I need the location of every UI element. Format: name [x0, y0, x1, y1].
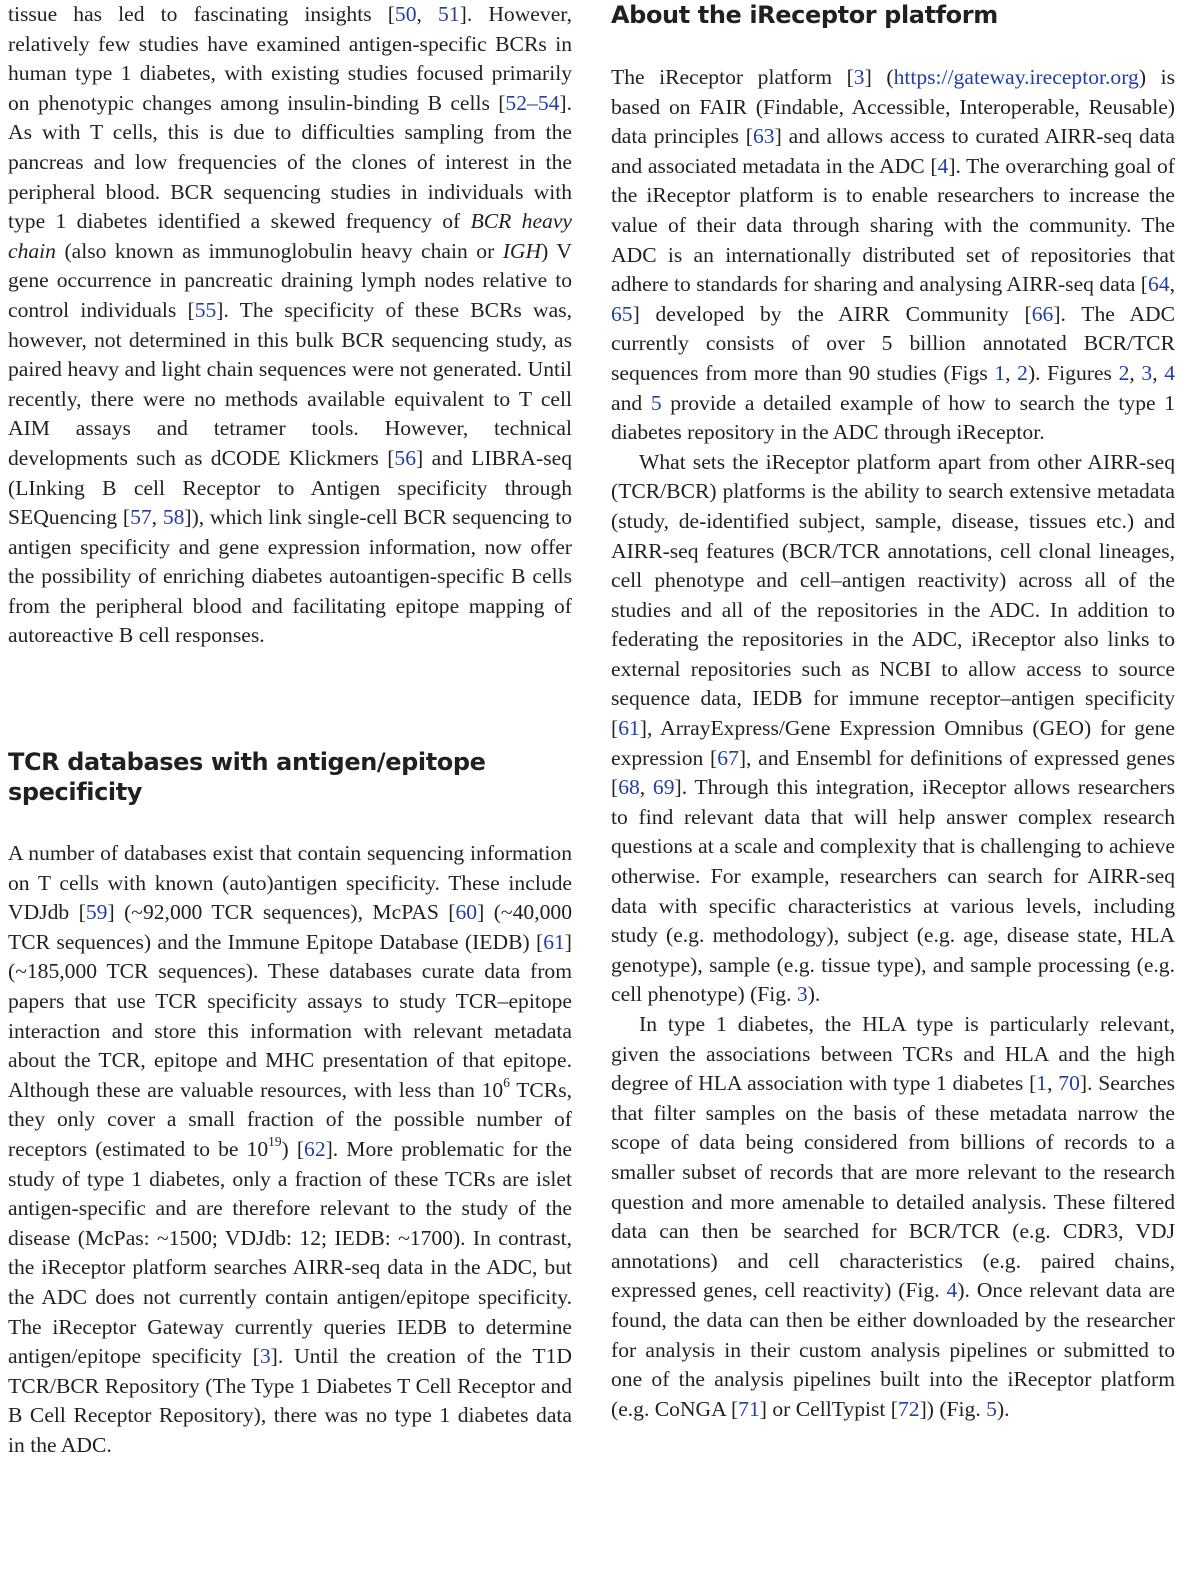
citation-link[interactable]: 64	[1148, 272, 1170, 297]
superscript: 6	[503, 1074, 510, 1090]
citation-link[interactable]: 5	[986, 1396, 997, 1421]
citation-link[interactable]: 58	[162, 505, 185, 530]
citation-link[interactable]: 50	[394, 2, 417, 26]
right-column	[611, 0, 1175, 1424]
citation-link[interactable]: 1	[1036, 1071, 1048, 1096]
citation-link[interactable]: 5	[650, 390, 662, 415]
citation-link[interactable]: 3	[853, 65, 865, 89]
citation-link[interactable]: 66	[1031, 301, 1054, 326]
citation-link[interactable]: 70	[1058, 1071, 1080, 1096]
citation-link[interactable]: 62	[304, 1137, 326, 1161]
citation-link[interactable]: 4	[1164, 360, 1175, 385]
citation-link[interactable]: 60	[455, 900, 478, 925]
citation-link[interactable]: 72	[897, 1396, 920, 1421]
citation-link[interactable]: 1	[994, 360, 1006, 385]
citation-link[interactable]: 59	[85, 900, 108, 925]
citation-link[interactable]: 56	[394, 445, 416, 470]
citation-link[interactable]: 61	[543, 929, 565, 954]
paragraph: In type 1 diabetes, the HLA type is particularly relevant, given the associations between TCRs and HLA and the high degree of HLA association with type 1 diabetes [1, 70]. Searches that filter samples on the basis of these metadata narrow the scope of data being considered from billions of records to a smaller subset of records that are more relevant to the research question and more amenable to detailed analysis. These filtered data can then be searched for BCR/TCR (e.g. CDR3, VDJ annotations) and cell characteristics (e.g. paired chains, expressed genes, cell reactivity) (Fig. 4). Once relevant data are found, the data can then be either downloaded by the researcher for analysis in their custom analysis pipelines or submitted to one of the analysis pipelines built into the iReceptor platform (e.g. CoNGA [71] or CellTypist [72]) (Fig. 5).	[611, 1012, 1176, 1421]
paragraph: A number of databases exist that contain sequencing information on T cells with known (auto)antigen specificity. These include VDJdb [59] (~92,000 TCR sequences), McPAS [60] (~40,000 TCR sequences) and the Immune Epitope Database (IEDB) [61] (~185,000 TCR sequences). These databases curate data from papers that use TCR specificity assays to study TCR–epitope interaction and store this information with relevant metadata about the TCR, epitope and MHC presentation of that epitope. Although these are valuable resources, with less than $10^6$ TCRs, they only cover a small fraction of the possible number of receptors (estimated to be $10^{19}$) [62]. More problematic for the study of type 1 diabetes, only a fraction of these TCRs are islet antigen-specific and are therefore relevant to the study of the disease (McPas: ~1500; VDJdb: 12; IEDB: ~1700). In contrast, the iReceptor platform searches AIRR-seq data in the ADC, but the ADC does not currently contain antigen/epitope specificity. The iReceptor Gateway currently queries IEDB to determine antigen/epitope specificity [3]. Until the creation of the T1D TCR/BCR Repository (The Type 1 Diabetes T Cell Receptor and B Cell Receptor Repository), there was no type 1 diabetes data in the ADC.	[8, 841, 572, 1457]
spacer	[8, 807, 572, 839]
citation-link[interactable]: 52–54	[505, 90, 560, 115]
spacer	[611, 30, 1175, 63]
left-column	[8, 0, 572, 1461]
citation-link[interactable]: 3	[796, 982, 808, 1007]
citation-link[interactable]: 3	[259, 1344, 271, 1369]
spacer	[8, 651, 572, 747]
citation-link[interactable]: 67	[717, 745, 739, 770]
citation-link[interactable]: 2	[1017, 360, 1028, 385]
section-heading: About the iReceptor platform	[611, 1, 998, 29]
paragraph: The iReceptor platform [3] (https://gateway.ireceptor.org) is based on FAIR (Findable, Accessible, Interoperable, Reusable) data principles [63] and allows access to curated AIRR-seq data and associated metadata in the ADC [4]. The overarching goal of the iReceptor platform is to enable researchers to increase the value of their data through sharing with the community. The ADC is an internationally distributed set of repositories that adhere to standards for sharing and analysing AIRR-seq data [64, 65] developed by the AIRR Community [66]. The ADC currently consists of over 5 billion annotated BCR/TCR sequences from more than 90 studies (Figs 1, 2). Figures 2, 3, 4 and 5 provide a detailed example of how to search the type 1 diabetes repository in the ADC through iReceptor.	[611, 65, 1176, 445]
citation-link[interactable]: 2	[1118, 360, 1130, 385]
citation-link[interactable]: 55	[194, 297, 217, 322]
citation-link[interactable]: 71	[738, 1396, 760, 1421]
paragraph: What sets the iReceptor platform apart from other AIRR-seq (TCR/BCR) platforms is the ability to search extensive metadata (study, de-identified subject, sample, disease, tissues etc.) and AIRR-seq features (BCR/TCR annotations, cell clonal lineages, cell phenotype and cell–antigen reactivity) across all of the studies and all of the repositories in the ADC. In addition to federating the repositories in the ADC, iReceptor also links to external repositories such as NCBI to allow access to source sequence data, IEDB for immune receptor–antigen specificity [61], ArrayExpress/Gene Expression Omnibus (GEO) for gene expression [67], and Ensembl for definitions of expressed genes [68, 69]. Through this integration, iReceptor allows researchers to find relevant data that will help answer complex research questions at a scale and complexity that is challenging to achieve otherwise. For example, researchers can search for AIRR-seq data with specific characteristics at various levels, including study (e.g. methodology), subject (e.g. age, disease state, HLA genotype), sample (e.g. tissue type), and sample processing (e.g. cell phenotype) (Fig. 3).	[611, 449, 1175, 1007]
citation-link[interactable]: 61	[618, 716, 640, 741]
url-link[interactable]: https://gateway.ireceptor.org	[893, 65, 1139, 89]
superscript: 19	[268, 1133, 282, 1149]
section-heading: TCR databases with antigen/epitope specificity	[8, 748, 486, 807]
citation-link[interactable]: 63	[752, 124, 775, 149]
citation-link[interactable]: 4	[946, 1278, 958, 1303]
citation-link[interactable]: 69	[652, 775, 675, 800]
citation-link[interactable]: 51	[438, 2, 460, 26]
citation-link[interactable]: 57	[130, 505, 152, 530]
citation-link[interactable]: 68	[618, 775, 640, 800]
paragraph: tissue has led to fascinating insights [50, 51]. However, relatively few studies have examined antigen-specific BCRs in human type 1 diabetes, with existing studies focused primarily on phenotypic changes among insulin-binding B cells [52–54]. As with T cells, this is due to difficulties sampling from the pancreas and low frequencies of the clones of interest in the peripheral blood. BCR sequencing studies in individuals with type 1 diabetes identified a skewed frequency of BCR heavy chain (also known as immunoglobulin heavy chain or IGH) V gene occurrence in pancreatic draining lymph nodes relative to control individuals [55]. The specificity of these BCRs was, however, not determined in this bulk BCR sequencing study, as paired heavy and light chain sequences were not generated. Until recently, there were no methods available equivalent to T cell AIM assays and tetramer tools. However, technical developments such as dCODE Klickmers [56] and LIBRA-seq (LInking B cell Receptor to Antigen specificity through SEQuencing [57, 58]), which link single-cell BCR sequencing to antigen specificity and gene expression information, now offer the possibility of enriching diabetes autoantigen-specific B cells from the peripheral blood and facilitating epitope mapping of autoreactive B cell responses.	[8, 2, 573, 648]
italic-term: BCR heavy chain	[8, 209, 572, 263]
citation-link[interactable]: 4	[937, 153, 949, 178]
italic-term: IGH	[502, 238, 542, 263]
citation-link[interactable]: 3	[1141, 360, 1153, 385]
citation-link[interactable]: 65	[611, 301, 633, 326]
